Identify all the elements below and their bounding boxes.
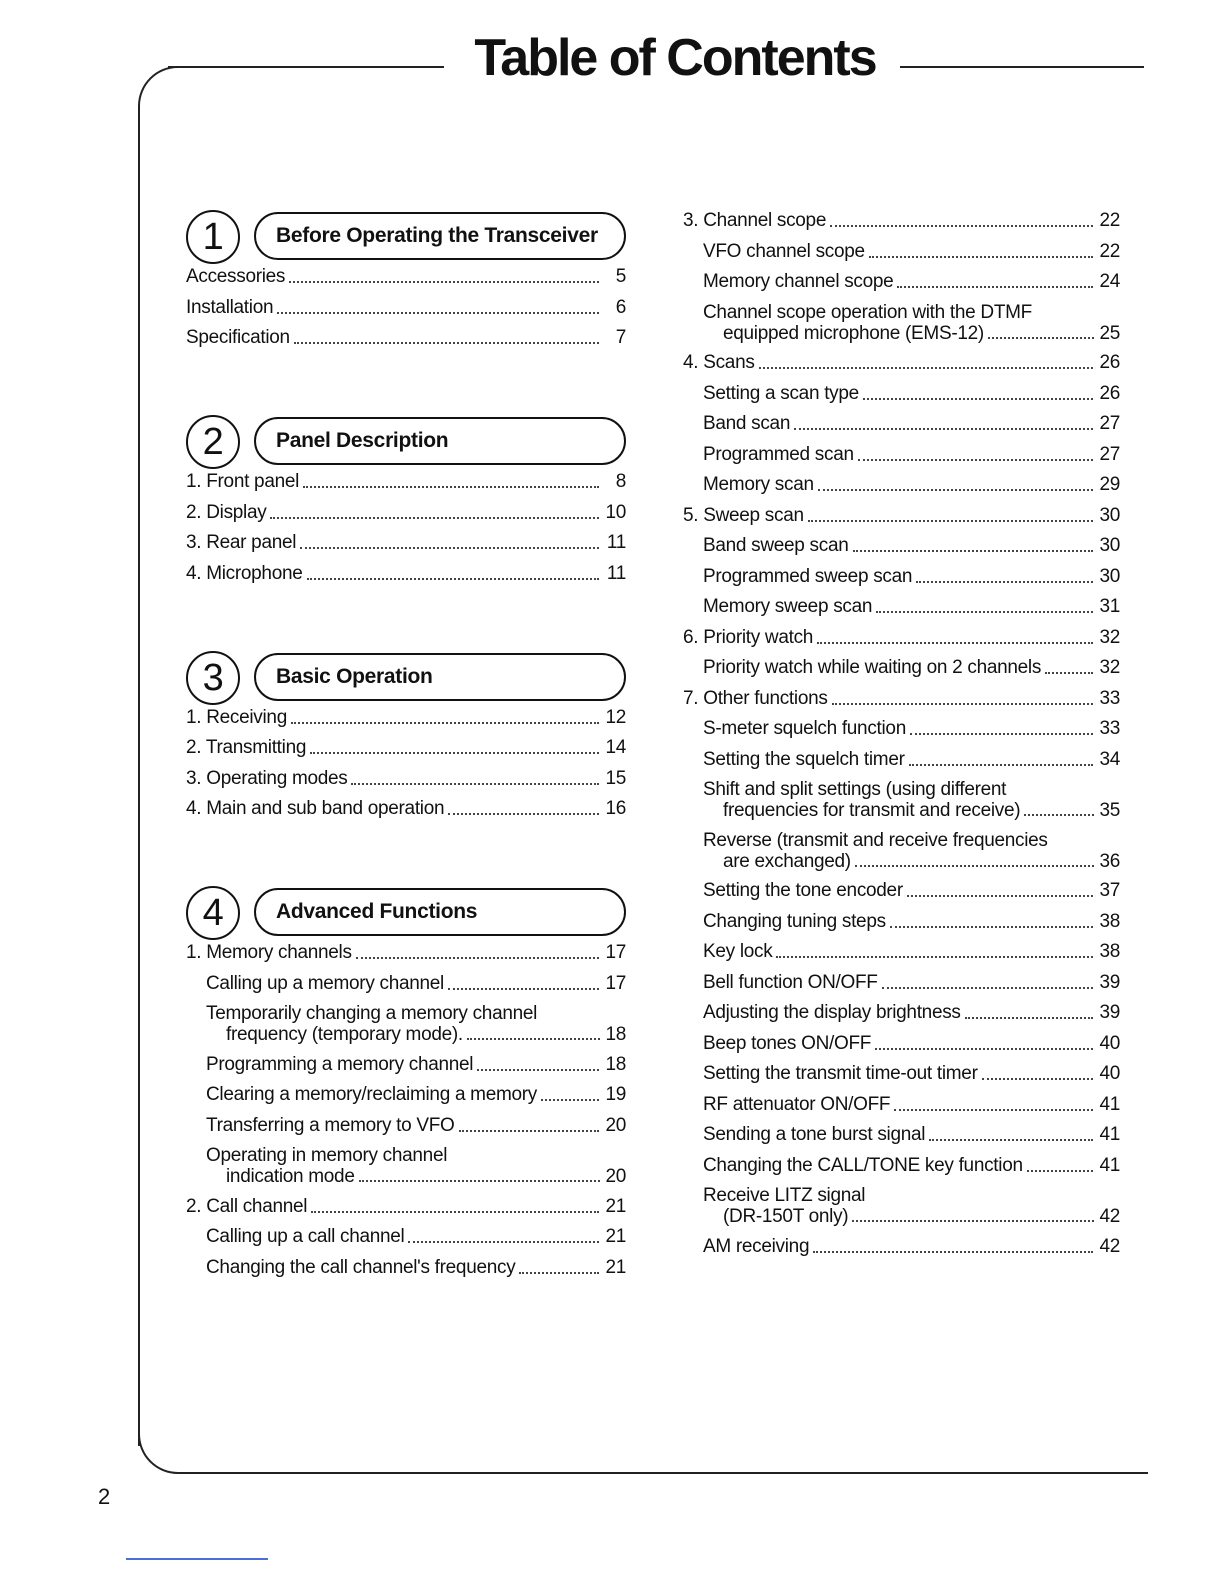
dot-leader (863, 398, 1093, 400)
toc-entry-label: Calling up a call channel (206, 1226, 405, 1247)
toc-entry[interactable] (683, 657, 1120, 679)
dot-leader (270, 517, 599, 519)
toc-entry-page: 32 (1099, 657, 1120, 678)
dot-leader (830, 225, 1093, 227)
toc-entry-label: Key lock (703, 941, 773, 962)
dot-leader (1045, 672, 1093, 674)
toc-entry[interactable] (683, 911, 1120, 933)
toc-entry[interactable] (186, 1084, 626, 1106)
toc-entry-label: Programming a memory channel (206, 1053, 474, 1075)
toc-entry[interactable] (186, 297, 626, 319)
title-rule-right (900, 66, 1144, 68)
dot-leader (813, 1251, 1093, 1253)
toc-entry-page: 34 (1099, 748, 1120, 770)
toc-entry[interactable] (683, 880, 1120, 902)
section-title: Panel Description (254, 417, 626, 465)
toc-entry-label: Setting a scan type (703, 382, 859, 404)
toc-entry-page: 18 (605, 1053, 626, 1075)
toc-entry-label: 1. Memory channels (186, 942, 352, 963)
dot-leader (303, 486, 599, 488)
dot-leader (519, 1272, 599, 1274)
dot-leader (907, 895, 1093, 897)
toc-section-3 (186, 641, 626, 821)
toc-entry-label: Sending a tone burst signal (703, 1124, 926, 1145)
frame-corner-bottom (138, 1420, 188, 1474)
toc-entry-label: Adjusting the display brightness (703, 1002, 961, 1023)
toc-entry-page: 11 (606, 562, 626, 584)
toc-entry[interactable] (683, 535, 1120, 557)
toc-entry-page: 30 (1099, 535, 1120, 556)
section-heading[interactable] (186, 405, 626, 467)
dot-leader (289, 281, 599, 283)
toc-entry[interactable] (683, 1094, 1120, 1116)
toc-entry-label: 3. Channel scope (683, 210, 827, 231)
toc-entry[interactable] (683, 474, 1120, 496)
toc-section-1 (186, 200, 626, 349)
toc-entry[interactable] (186, 327, 626, 349)
toc-entry-page: 32 (1099, 626, 1120, 648)
toc-entry[interactable] (186, 1226, 626, 1248)
dot-leader (929, 1139, 1093, 1141)
toc-section-2 (186, 405, 626, 585)
toc-entry[interactable] (186, 1115, 626, 1137)
dot-leader (307, 578, 599, 580)
toc-entry[interactable] (186, 737, 626, 759)
toc-entry[interactable] (186, 768, 626, 790)
toc-entry-label: Calling up a memory channel (206, 972, 444, 994)
toc-entry[interactable] (683, 941, 1120, 963)
dot-leader (876, 611, 1093, 613)
dot-leader (965, 1017, 1093, 1019)
toc-entry[interactable] (186, 532, 626, 554)
toc-entry-page: 27 (1099, 413, 1120, 434)
toc-entry[interactable] (683, 779, 1120, 821)
section-title: Basic Operation (254, 653, 626, 701)
toc-entry-label: 7. Other functions (683, 687, 828, 709)
toc-entry-label: 1. Front panel (186, 471, 300, 492)
toc-entry[interactable] (683, 352, 1120, 374)
toc-entry-page: 20 (605, 1114, 626, 1136)
toc-entry-page: 41 (1099, 1154, 1120, 1176)
toc-entry[interactable] (683, 718, 1120, 740)
toc-entry-page: 18 (605, 1024, 626, 1045)
toc-entry-label: Memory sweep scan (703, 596, 873, 617)
toc-entry-label: 1. Receiving (186, 706, 287, 728)
toc-entry-page: 15 (605, 767, 626, 789)
toc-entry[interactable] (186, 1145, 626, 1187)
toc-entry[interactable] (683, 444, 1120, 466)
toc-entry-label: Priority watch while waiting on 2 channels (703, 657, 1042, 678)
toc-entry-page: 39 (1099, 971, 1120, 993)
dot-leader (858, 459, 1093, 461)
toc-entry-label: RF attenuator ON/OFF (703, 1093, 891, 1115)
toc-entry-page: 27 (1099, 443, 1120, 465)
toc-entry[interactable] (186, 942, 626, 964)
toc-entry-label: Setting the tone encoder (703, 880, 903, 901)
dot-leader (982, 1078, 1093, 1080)
frame-corner-top (138, 66, 198, 126)
toc-entry-page: 16 (605, 798, 626, 819)
toc-entry-label: 5. Sweep scan (683, 504, 804, 526)
toc-entry[interactable] (186, 1003, 626, 1045)
section-heading[interactable] (186, 641, 626, 703)
toc-entry-label-continued: indication mode (226, 1166, 355, 1187)
page-title: Table of Contents (474, 29, 876, 87)
toc-entry[interactable] (186, 563, 626, 585)
toc-entry-label: Specification (186, 327, 290, 348)
toc-entry[interactable] (683, 1033, 1120, 1055)
toc-entry-label: Memory channel scope (703, 271, 894, 292)
dot-leader (852, 1220, 1094, 1222)
toc-entry[interactable] (683, 1185, 1120, 1227)
toc-entry-label: Temporarily changing a memory channel (206, 1003, 538, 1024)
dot-leader (909, 764, 1093, 766)
toc-entry[interactable] (683, 383, 1120, 405)
toc-entry-label: Bell function ON/OFF (703, 971, 878, 993)
toc-entry-page: 35 (1099, 800, 1120, 821)
toc-entry-label: 6. Priority watch (683, 626, 814, 648)
toc-entry-page: 29 (1099, 474, 1120, 495)
page-number: 2 (98, 1484, 111, 1509)
section-heading[interactable] (186, 876, 626, 938)
toc-entry[interactable] (683, 688, 1120, 710)
section-number-badge: 2 (186, 415, 240, 469)
toc-entry-label: 4. Microphone (186, 562, 303, 584)
toc-entry[interactable] (683, 1124, 1120, 1146)
toc-entry[interactable] (186, 707, 626, 729)
toc-entry-label: AM receiving (703, 1235, 810, 1257)
toc-entry-page: 40 (1099, 1063, 1120, 1084)
toc-entry[interactable] (186, 1257, 626, 1279)
dot-leader (294, 342, 599, 344)
dot-leader (277, 312, 599, 314)
dot-leader (300, 547, 599, 549)
toc-entry-page: 20 (605, 1166, 626, 1187)
toc-entry-label: 3. Operating modes (186, 767, 348, 789)
toc-entry-page: 31 (1099, 596, 1120, 617)
toc-entry-label: 4. Main and sub band operation (186, 798, 445, 819)
toc-entry-label: VFO channel scope (703, 240, 865, 262)
section-heading[interactable] (186, 200, 626, 262)
toc-entry-label: Changing tuning steps (703, 910, 886, 932)
toc-entry[interactable] (683, 1155, 1120, 1177)
toc-entry-page: 33 (1099, 687, 1120, 709)
toc-entry-page: 26 (1099, 352, 1120, 373)
toc-entry-page: 21 (605, 1226, 626, 1247)
toc-entry-page: 17 (605, 942, 626, 963)
toc-entry[interactable] (683, 627, 1120, 649)
toc-entry-page: 36 (1099, 850, 1120, 872)
toc-entry[interactable] (683, 505, 1120, 527)
toc-entry-page: 21 (605, 1256, 626, 1278)
toc-entry[interactable] (683, 1063, 1120, 1085)
dot-leader (875, 1048, 1093, 1050)
dot-leader (448, 988, 599, 990)
toc-left-column (186, 200, 626, 1287)
dot-leader (759, 367, 1093, 369)
toc-entry[interactable] (683, 241, 1120, 263)
toc-entry-page: 30 (1099, 565, 1120, 587)
dot-leader (853, 550, 1094, 552)
toc-entry-page: 17 (605, 972, 626, 994)
toc-entry-page: 33 (1099, 718, 1120, 739)
dot-leader (351, 783, 599, 785)
toc-entry-page: 7 (615, 327, 626, 348)
title-rule-left (168, 66, 444, 68)
toc-entry[interactable] (186, 1054, 626, 1076)
toc-entry-page: 37 (1099, 880, 1120, 901)
toc-entry-label: Beep tones ON/OFF (703, 1032, 872, 1054)
dot-leader (541, 1099, 599, 1101)
toc-entry[interactable] (186, 1196, 626, 1218)
toc-entry-label: 3. Rear panel (186, 532, 297, 553)
toc-entry[interactable] (683, 1236, 1120, 1258)
dot-leader (832, 703, 1093, 705)
toc-entry-label-continued: equipped microphone (EMS-12) (723, 322, 984, 344)
dot-leader (882, 987, 1093, 989)
toc-entry-page: 38 (1099, 941, 1120, 962)
dot-leader (988, 337, 1095, 339)
toc-entry[interactable] (683, 271, 1120, 293)
dot-leader (894, 1109, 1093, 1111)
toc-entry-label: Reverse (transmit and receive frequencies (703, 829, 1048, 851)
toc-entry[interactable] (683, 830, 1120, 872)
toc-entry-label-continued: frequencies for transmit and receive) (723, 800, 1021, 821)
toc-entry-page: 24 (1099, 271, 1120, 292)
dot-leader (459, 1130, 599, 1132)
dot-leader (897, 286, 1093, 288)
dot-leader (477, 1069, 599, 1071)
dot-leader (1024, 814, 1094, 816)
dot-leader (408, 1241, 599, 1243)
dot-leader (808, 520, 1093, 522)
toc-entry[interactable] (683, 749, 1120, 771)
toc-right-column (683, 210, 1120, 1266)
toc-entry-label: Programmed sweep scan (703, 565, 913, 587)
toc-entry-label: Setting the transmit time-out timer (703, 1063, 978, 1084)
toc-entry-page: 10 (605, 501, 626, 523)
toc-entry-label: Operating in memory channel (206, 1145, 448, 1166)
dot-leader (910, 733, 1093, 735)
toc-entry-page: 14 (605, 737, 626, 758)
toc-entry-page: 42 (1099, 1235, 1120, 1257)
dot-leader (818, 489, 1093, 491)
toc-entry-label: 2. Transmitting (186, 737, 307, 758)
toc-entry-label: Accessories (186, 266, 286, 287)
toc-entry-label: S-meter squelch function (703, 718, 906, 739)
toc-entry-page: 6 (615, 296, 626, 318)
toc-entry-label: Shift and split settings (using different (703, 779, 1007, 800)
toc-entry-page: 39 (1099, 1002, 1120, 1023)
toc-entry-page: 30 (1099, 504, 1120, 526)
toc-entry-page: 25 (1099, 322, 1120, 344)
dot-leader (291, 722, 599, 724)
toc-entry-label: Band scan (703, 413, 791, 434)
dot-leader (311, 1211, 599, 1213)
toc-entry-label-continued: (DR-150T only) (723, 1206, 849, 1227)
toc-entry-label: Changing the call channel's frequency (206, 1256, 516, 1278)
toc-entry[interactable] (683, 972, 1120, 994)
dot-leader (890, 926, 1093, 928)
toc-entry-label: Installation (186, 296, 274, 318)
toc-entry-page: 41 (1099, 1124, 1120, 1145)
toc-entry[interactable] (683, 302, 1120, 344)
toc-entry-label: Channel scope operation with the DTMF (703, 301, 1032, 323)
dot-leader (916, 581, 1093, 583)
dot-leader (776, 956, 1093, 958)
toc-entry-page: 41 (1099, 1093, 1120, 1115)
toc-entry[interactable] (186, 471, 626, 493)
toc-entry-page: 21 (605, 1195, 626, 1217)
toc-entry-page: 26 (1099, 382, 1120, 404)
toc-entry[interactable] (683, 566, 1120, 588)
toc-entry-label: 2. Display (186, 501, 267, 523)
toc-entry-label: 2. Call channel (186, 1195, 308, 1217)
toc-entry-page: 19 (605, 1084, 626, 1105)
toc-entry-page: 42 (1099, 1206, 1120, 1227)
section-title: Advanced Functions (254, 888, 626, 936)
dot-leader (356, 957, 599, 959)
toc-entry-label: Setting the squelch timer (703, 748, 905, 770)
frame-rule-bottom (180, 1472, 1148, 1474)
toc-entry-label: 4. Scans (683, 352, 755, 373)
section-number-badge: 1 (186, 210, 240, 264)
dot-leader (855, 865, 1095, 867)
dot-leader (817, 642, 1093, 644)
toc-entry-label-continued: frequency (temporary mode). (226, 1024, 463, 1045)
toc-entry[interactable] (683, 1002, 1120, 1024)
toc-entry-page: 12 (605, 706, 626, 728)
toc-entry-page: 11 (606, 532, 626, 553)
toc-entry-page: 22 (1099, 240, 1120, 262)
toc-entry-label: Band sweep scan (703, 535, 849, 556)
toc-entry-label: Receive LITZ signal (703, 1185, 866, 1206)
toc-entry-label: Clearing a memory/reclaiming a memory (206, 1084, 538, 1105)
toc-entry-page: 38 (1099, 910, 1120, 932)
toc-entry[interactable] (186, 973, 626, 995)
toc-entry-label: Changing the CALL/TONE key function (703, 1154, 1023, 1176)
toc-entry-label: Programmed scan (703, 443, 854, 465)
toc-entry[interactable] (186, 266, 626, 288)
toc-section-4 (186, 876, 626, 1279)
toc-entry-label: Transferring a memory to VFO (206, 1114, 455, 1136)
section-title: Before Operating the Transceiver (254, 212, 626, 260)
toc-entry-page: 40 (1099, 1032, 1120, 1054)
toc-entry-page: 22 (1099, 210, 1120, 231)
section-number-badge: 3 (186, 651, 240, 705)
toc-entry-label-continued: are exchanged) (723, 850, 851, 872)
toc-entry-page: 5 (615, 266, 626, 287)
dot-leader (448, 813, 599, 815)
frame-rule-vertical (138, 120, 140, 1446)
toc-entry[interactable] (683, 413, 1120, 435)
dot-leader (1027, 1170, 1093, 1172)
toc-entry[interactable] (683, 596, 1120, 618)
toc-entry[interactable] (186, 502, 626, 524)
toc-entry-label: Memory scan (703, 474, 814, 495)
dot-leader (869, 256, 1093, 258)
toc-entry-page: 8 (615, 471, 626, 492)
section-number-badge: 4 (186, 886, 240, 940)
toc-entry[interactable] (186, 798, 626, 820)
dot-leader (359, 1180, 601, 1182)
scan-edge-mark (126, 1558, 268, 1560)
toc-entry[interactable] (683, 210, 1120, 232)
dot-leader (310, 752, 599, 754)
dot-leader (794, 428, 1093, 430)
dot-leader (467, 1038, 601, 1040)
